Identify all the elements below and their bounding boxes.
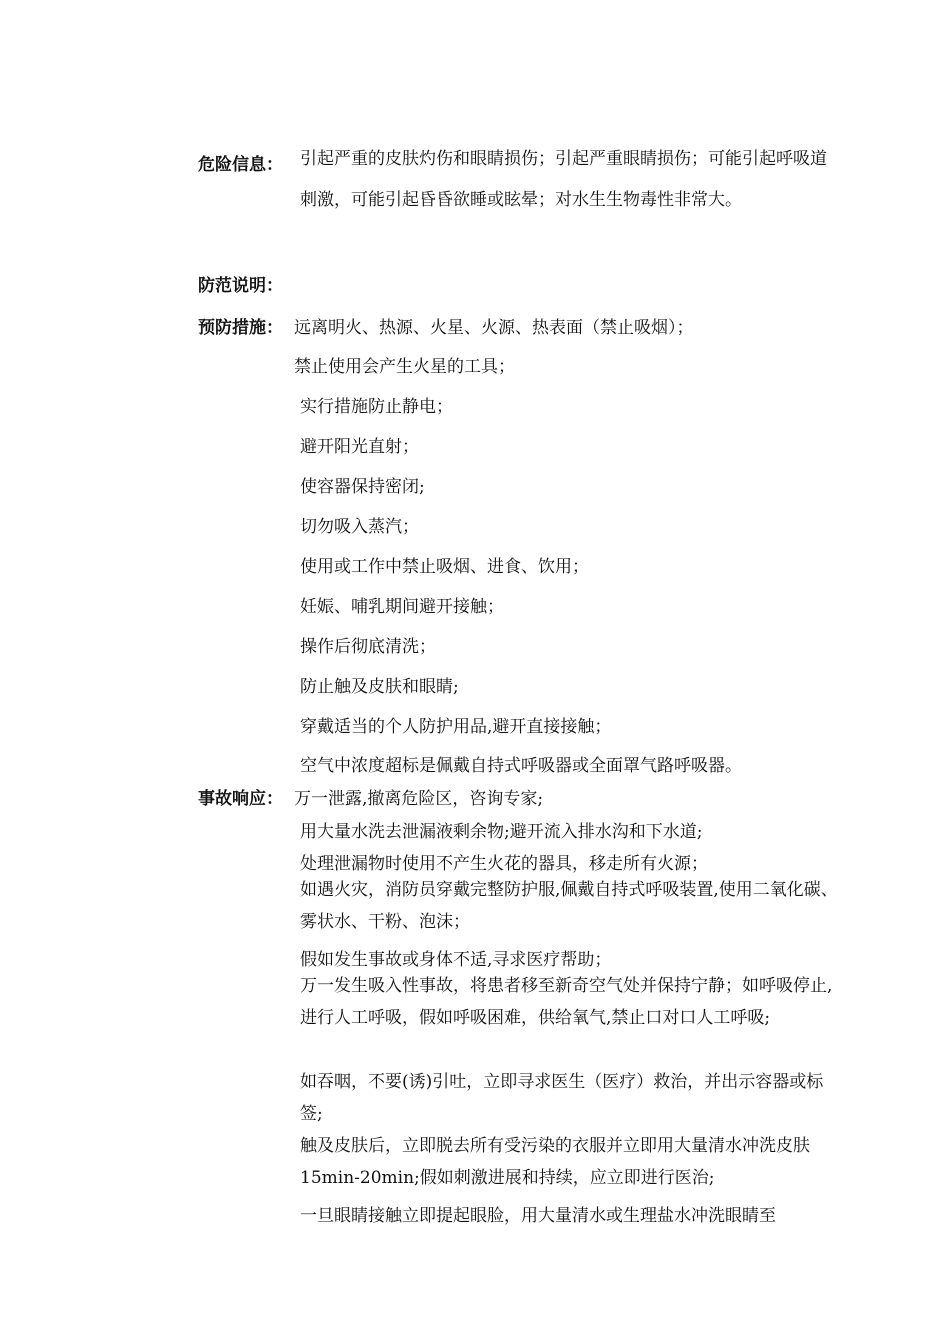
precaution-label: 防范说明： bbox=[198, 276, 283, 296]
prevention-item: 穿戴适当的个人防护用品,避开直接接触； bbox=[300, 717, 612, 737]
prevention-item: 操作后彻底清洗； bbox=[300, 637, 436, 657]
prevention-item: 防止触及皮肤和眼睛; bbox=[300, 677, 459, 697]
prevention-item: 禁止使用会产生火星的工具； bbox=[294, 357, 515, 377]
prevention-item: 使用或工作中禁止吸烟、进食、饮用； bbox=[300, 557, 589, 577]
response-item: 用大量水洗去泄漏液剩余物;避开流入排水沟和下水道; bbox=[300, 822, 703, 842]
prevention-item: 避开阳光直射； bbox=[300, 437, 419, 457]
response-item: 万一发生吸入性事故，将患者移至新奇空气处并保持宁静；如呼吸停止,进行人工呼吸，假如呼吸困难，供给氧气,禁止口对口人工呼吸; bbox=[300, 976, 833, 1028]
response-item: 如遇火灾，消防员穿戴完整防护服,佩戴自持式呼吸装置,使用二氧化碳、雾状水、干粉、泡沫； bbox=[300, 880, 838, 932]
prevention-item: 空气中浓度超标是佩戴自持式呼吸器或全面罩气路呼吸器。 bbox=[300, 756, 742, 776]
response-item: 处理泄漏物时使用不产生火花的器具，移走所有火源； bbox=[300, 854, 708, 874]
response-item: 触及皮肤后，立即脱去所有受污染的衣服并立即用大量清水冲洗皮肤15min-20min;假如刺激进展和持续，应立即进行医治; bbox=[300, 1136, 810, 1188]
response-first-item: 万一泄露,撤离危险区，咨询专家; bbox=[294, 789, 544, 809]
prevention-item: 切勿吸入蒸汽； bbox=[300, 517, 419, 537]
hazard-text: 引起严重的皮肤灼伤和眼睛损伤；引起严重眼睛损伤；可能引起呼吸道刺激，可能引起昏昏欲睡或眩晕；对水生生物毒性非常大。 bbox=[300, 149, 827, 210]
response-label: 事故响应： bbox=[198, 789, 283, 809]
prevention-item: 实行措施防止静电； bbox=[300, 397, 453, 417]
prevention-first-item: 远离明火、热源、火星、火源、热表面（禁止吸烟）； bbox=[294, 318, 694, 338]
response-item: 一旦眼睛接触立即提起眼脸，用大量清水或生理盐水冲洗眼睛至 bbox=[300, 1206, 776, 1226]
prevention-item: 妊娠、哺乳期间避开接触； bbox=[300, 597, 504, 617]
prevention-label: 预防措施： bbox=[198, 318, 283, 338]
response-item: 假如发生事故或身体不适,寻求医疗帮助； bbox=[300, 950, 612, 970]
hazard-label: 危险信息： bbox=[198, 155, 283, 175]
prevention-item: 使容器保持密闭; bbox=[300, 477, 425, 497]
response-item: 如吞咽，不要(诱)引吐，立即寻求医生（医疗）救治，并出示容器或标签; bbox=[300, 1072, 824, 1124]
